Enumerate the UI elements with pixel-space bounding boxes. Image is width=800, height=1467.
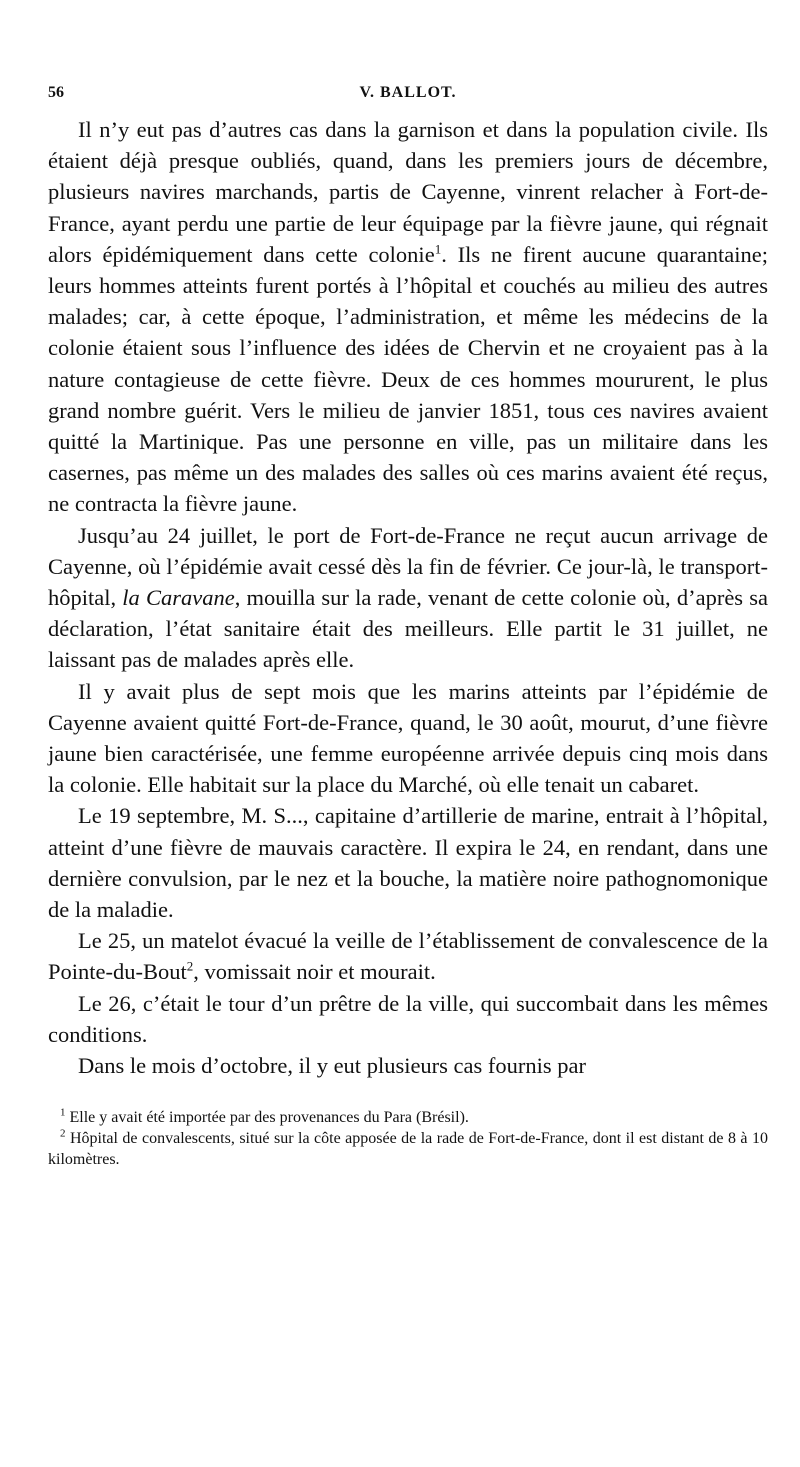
running-header xyxy=(48,84,768,114)
footnote-1-mark: 1 xyxy=(60,1106,66,1119)
paragraph-2-text-end: , mouilla sur la rade, venant de cette colonie où, d’après sa déclaration, l’état sanitaire était des meilleurs. Elle partit le 31 juillet, ne laissant pas de malades après elle. xyxy=(48,585,768,673)
paragraph-1 xyxy=(48,114,768,520)
footnote-1 xyxy=(48,1107,768,1128)
paragraph-2-text-start: Jusqu’au 24 juillet, le port de Fort-de-France ne reçut aucun arrivage de Cayenne, où l’épidémie avait cessé dès la fin de février. Ce jour-là, le transport-hôpital, xyxy=(48,522,768,611)
footnote-reference-2: 2 xyxy=(186,958,194,974)
running-title: V. BALLOT. xyxy=(359,84,457,101)
paragraph-5-text-start: Le 25, un matelot évacué la veille de l’établissement de convalescence de la Pointe-du-Bout xyxy=(48,928,768,985)
paragraph-2 xyxy=(48,520,768,676)
paragraph-5 xyxy=(48,925,768,987)
paragraph-5-text-end: , vomissait noir et mourait. xyxy=(193,959,436,985)
footnote-2 xyxy=(48,1128,768,1170)
ship-name: la Caravane xyxy=(122,585,235,611)
paragraph-1-text-start: Il n’y eut pas d’autres cas dans la garnison et dans la population civile. Ils étaient déjà presque oubliés, quand, dans les premiers jours de décembre, plusieurs navires marchands, partis de Cayenne, vinrent relacher à Fort-de-France, ayant perdu une partie de leur équipage par la fièvre jaune, qui régnait alors épidémiquement dans cette colonie xyxy=(48,117,768,267)
page-number: 56 xyxy=(48,84,64,101)
paragraph-6: Le 26, c’était le tour d’un prêtre de la ville, qui succombait dans les mêmes conditions. xyxy=(48,990,768,1047)
paragraph-7: Dans le mois d’octobre, il y eut plusieurs cas fournis par xyxy=(78,1053,587,1079)
footnote-1-text: Elle y avait été importée par des provenances du Para (Brésil). xyxy=(69,1109,469,1127)
footnote-reference-1: 1 xyxy=(434,241,442,257)
paragraph-3: Il y avait plus de sept mois que les marins atteints par l’épidémie de Cayenne avaient quitté Fort-de-France, quand, le 30 août, mourut, d’une fièvre jaune bien caractérisée, une femme européenne arrivée depuis cinq mois dans la colonie. Elle habitait sur la place du Marché, où elle tenait un cabaret. xyxy=(48,678,768,798)
footnotes xyxy=(48,1107,768,1170)
footnote-2-text: Hôpital de convalescents, situé sur la côte apposée de la rade de Fort-de-France, dont il est distant de 8 à 10 kilomètres. xyxy=(48,1130,768,1169)
paragraph-4: Le 19 septembre, M. S..., capitaine d’artillerie de marine, entrait à l’hôpital, atteint d’une fièvre de mauvais caractère. Il expira le 24, en rendant, dans une dernière convulsion, par le nez et la bouche, la matière noire pathognomonique de la maladie. xyxy=(48,803,768,923)
body-text xyxy=(48,114,768,1081)
paragraph-1-text-end: . Ils ne firent aucune quarantaine; leurs hommes atteints furent portés à l’hôpital et couchés au milieu des autres malades; car, à cette époque, l’administration, et même les médecins de la colonie étaient sous l’influence des idées de Chervin et ne croyaient pas à la nature contagieuse de cette fièvre. Deux de ces hommes moururent, le plus grand nombre guérit. Vers le milieu de janvier 1851, tous ces navires avaient quitté la Martinique. Pas une personne en ville, pas un militaire dans les casernes, pas même un des malades des salles où ces marins avaient été reçus, ne contracta la fièvre jaune. xyxy=(48,241,768,517)
footnote-2-mark: 2 xyxy=(60,1127,66,1140)
document-page xyxy=(48,84,768,1170)
